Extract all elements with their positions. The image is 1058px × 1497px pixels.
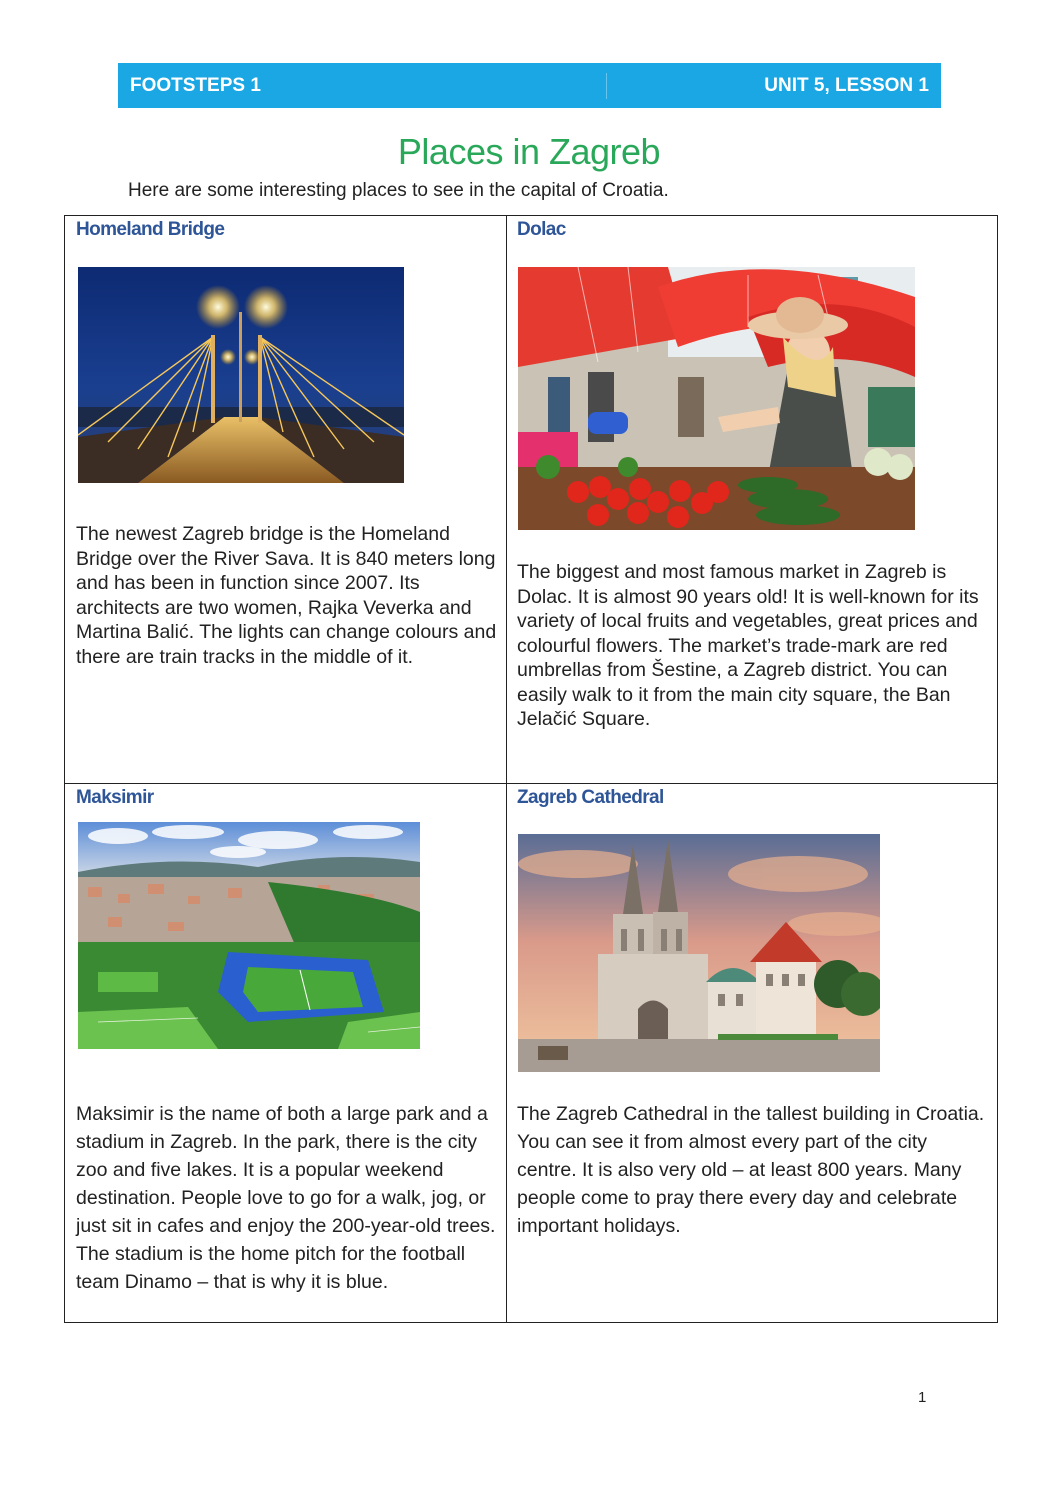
place-description: The biggest and most famous market in Zagreb is Dolac. It is almost 90 years old! It is well-known for its variety of local fruits and vegetables, great prices and colourful flowers. The market’s trade-mark are red umbrellas from Šestine, a Zagreb district. You can easily walk to it from the main city square, the Ban Jelačić Square.	[517, 561, 979, 730]
place-card-homeland-bridge	[65, 216, 506, 783]
page-title: Places in Zagreb	[397, 131, 661, 172]
place-title: Zagreb Cathedral	[517, 787, 664, 808]
cathedral-photo	[518, 834, 880, 1072]
header-bar	[118, 63, 941, 108]
place-title: Dolac	[517, 219, 566, 240]
place-description: Maksimir is the name of both a large park and a stadium in Zagreb. In the park, there is the city zoo and five lakes. It is a popular weekend destination. People love to go for a walk, jog, or just sit in cafes and enjoy the 200-year-old trees. The stadium is the home pitch for the football team Dinamo – that is why it is blue.	[76, 1103, 496, 1293]
place-title: Homeland Bridge	[76, 219, 225, 240]
place-card-maksimir	[65, 784, 506, 1323]
market-photo	[518, 267, 915, 530]
header-course: FOOTSTEPS 1	[130, 74, 261, 96]
place-description: The newest Zagreb bridge is the Homeland Bridge over the River Sava. It is 840 meters long and has been in function since 2007. Its architects are two women, Rajka Veverka and Martina Balić. The lights can change colours and there are train tracks in the middle of it.	[76, 523, 497, 668]
place-card-dolac	[507, 216, 998, 783]
intro-text: Here are some interesting places to see in the capital of Croatia.	[128, 180, 669, 201]
place-card-zagreb-cathedral	[507, 784, 998, 1323]
places-table	[64, 215, 998, 1323]
bridge-night-photo	[78, 267, 404, 483]
stadium-aerial-photo	[78, 822, 420, 1049]
place-description: The Zagreb Cathedral in the tallest building in Croatia. You can see it from almost every part of the city centre. It is also very old – at least 800 years. Many people come to pray there every day and celebrate important holidays.	[517, 1103, 985, 1237]
page-number: 1	[918, 1389, 927, 1406]
place-title: Maksimir	[76, 787, 154, 808]
header-divider	[606, 73, 607, 99]
header-unit: UNIT 5, LESSON 1	[764, 74, 929, 96]
